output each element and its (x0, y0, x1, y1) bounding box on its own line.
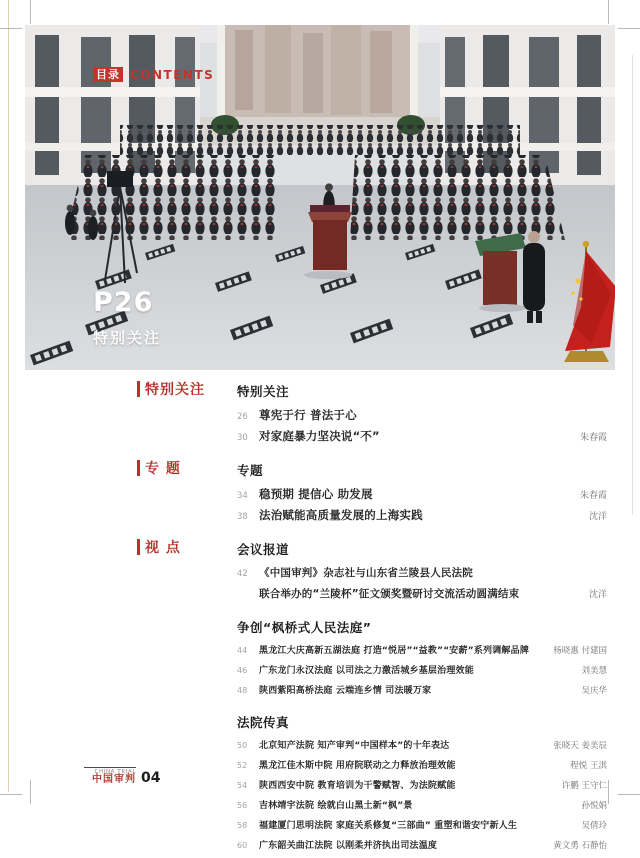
toc-item-38 (237, 507, 607, 523)
item-page-number: 54 (237, 781, 248, 790)
section-heading: 专题 (237, 463, 264, 478)
section-heading: 会议报道 (237, 542, 290, 557)
item-title: 法治赋能高质量发展的上海实践 (259, 508, 423, 522)
crop-mark-top-right-h (618, 28, 640, 29)
hero-photo (25, 25, 615, 370)
item-title: 广东韶关曲江法院 以刚柔并济执出司法温度 (259, 841, 438, 851)
side-label-topics (137, 458, 181, 478)
toc-item-42-line2 (237, 586, 607, 601)
toc-block-fengqiao-courts (237, 618, 607, 696)
side-label-viewpoint (137, 537, 181, 557)
toc-item-60 (237, 838, 607, 851)
mural-painting (217, 25, 418, 125)
toc-block-topics (145, 461, 607, 523)
item-authors: 杨晓惠 付建国 (553, 646, 607, 656)
item-page-number: 50 (237, 741, 248, 750)
item-page-number: 56 (237, 801, 248, 810)
logo-english: CHINA TRIAL (94, 769, 136, 775)
crop-mark-bottom-right-v (608, 780, 609, 804)
section-heading: 法院传真 (237, 715, 290, 730)
toc-item-54 (237, 778, 607, 791)
item-authors: 沈洋 (588, 512, 607, 522)
toc-item-26 (237, 407, 607, 423)
item-authors: 黄文勇 石静怡 (553, 841, 607, 851)
item-title: 陕西紫阳高桥法庭 云端连乡情 司法暖万家 (259, 686, 432, 696)
toc-block-viewpoint (145, 540, 607, 601)
item-page-number: 58 (237, 821, 248, 830)
section-heading: 争创“枫桥式人民法庭” (237, 620, 372, 635)
toc-item-30 (237, 428, 607, 444)
item-authors: 沈洋 (588, 590, 607, 600)
logo-rule (84, 767, 136, 768)
item-title: 广东龙门永汉法庭 以司法之力激活城乡基层治理效能 (259, 666, 474, 676)
toc-item-58 (237, 818, 607, 831)
crop-mark-bottom-right-h (618, 794, 640, 795)
side-label-text: 特别关注 (145, 382, 205, 398)
item-page-number: 26 (237, 412, 248, 422)
item-authors: 刘美慧 (581, 666, 607, 676)
toc-item-56 (237, 798, 607, 811)
crop-mark-top-left-h (0, 28, 22, 29)
item-title: 稳预期 提信心 助发展 (259, 487, 373, 501)
item-page-number: 38 (237, 512, 248, 522)
page-footer (84, 767, 160, 785)
item-title: 北京知产法院 知产审判“中国样本”的十年表达 (259, 741, 450, 751)
item-authors: 吴庆华 (581, 686, 607, 696)
crop-mark-top-left-v (30, 0, 31, 24)
contents-label-cn: 目录 (93, 67, 123, 82)
item-title-continued: 联合举办的“兰陵杯”征文颁奖暨研讨交流活动圆满结束 (259, 588, 520, 600)
toc-item-48 (237, 683, 607, 696)
page-number: 04 (141, 770, 161, 787)
item-authors: 孙悦娟 (581, 801, 607, 811)
scan-right-edge-line (632, 55, 633, 515)
section-heading: 特别关注 (237, 384, 290, 399)
toc-item-42-line1 (237, 565, 607, 580)
photo-page-ref: P26 (93, 287, 154, 318)
item-title: 黑龙江佳木斯中院 用府院联动之力释放治理效能 (259, 761, 456, 771)
toc-block-special-focus (145, 382, 607, 444)
item-authors: 许鹏 王守仁 (561, 781, 607, 791)
scan-left-edge-line (8, 0, 9, 792)
item-title: 黑龙江大庆高新五湖法庭 打造“悦居”“益教”“安薪”系列调解品牌 (259, 646, 530, 656)
item-title: 吉林靖宇法院 绘就白山黑土新“枫”景 (259, 801, 413, 811)
item-page-number: 48 (237, 686, 248, 695)
toc-block-court-fax (237, 713, 607, 851)
item-page-number: 42 (237, 569, 248, 579)
contents-header (93, 67, 214, 82)
item-page-number: 44 (237, 646, 248, 655)
item-authors: 吴倩玲 (581, 821, 607, 831)
item-page-number: 46 (237, 666, 248, 675)
item-authors: 程悦 王淇 (570, 761, 607, 771)
crop-mark-bottom-left-h (0, 794, 22, 795)
toc-item-46 (237, 663, 607, 676)
crop-mark-top-right-v (608, 0, 609, 24)
side-label-special-focus (137, 379, 205, 399)
red-bar-icon (137, 460, 140, 476)
item-page-number: 30 (237, 433, 248, 443)
item-authors: 张晓天 姜美辰 (553, 741, 607, 751)
red-bar-icon (137, 539, 140, 555)
item-title: 《中国审判》杂志社与山东省兰陵县人民法院 (259, 567, 473, 579)
item-authors: 朱春霞 (579, 433, 607, 443)
item-page-number: 52 (237, 761, 248, 770)
red-bar-icon (137, 381, 140, 397)
toc-item-34 (237, 486, 607, 502)
contents-label-en: CONTENTS (130, 67, 215, 82)
item-authors: 朱春霞 (579, 491, 607, 501)
photo-page-caption: 特别关注 (93, 329, 162, 347)
item-page-number: 34 (237, 491, 248, 501)
toc-item-44 (237, 643, 607, 656)
item-title: 对家庭暴力坚决说“不” (259, 429, 380, 443)
item-title: 陕西西安中院 教育培训为干警赋智、为法院赋能 (259, 781, 456, 791)
logo-chinese: 中国审判 (92, 774, 136, 786)
toc-item-52 (237, 758, 607, 771)
side-label-text: 视 点 (145, 540, 181, 556)
side-label-text: 专 题 (145, 461, 181, 477)
item-title: 福建厦门思明法院 家庭关系修复“三部曲” 重塑和谐安宁新人生 (259, 821, 518, 831)
toc-item-50 (237, 738, 607, 751)
magazine-logo (84, 767, 136, 785)
crop-mark-bottom-left-v (30, 780, 31, 804)
item-title: 尊宪于行 普法于心 (259, 408, 357, 422)
item-page-number: 60 (237, 841, 248, 850)
